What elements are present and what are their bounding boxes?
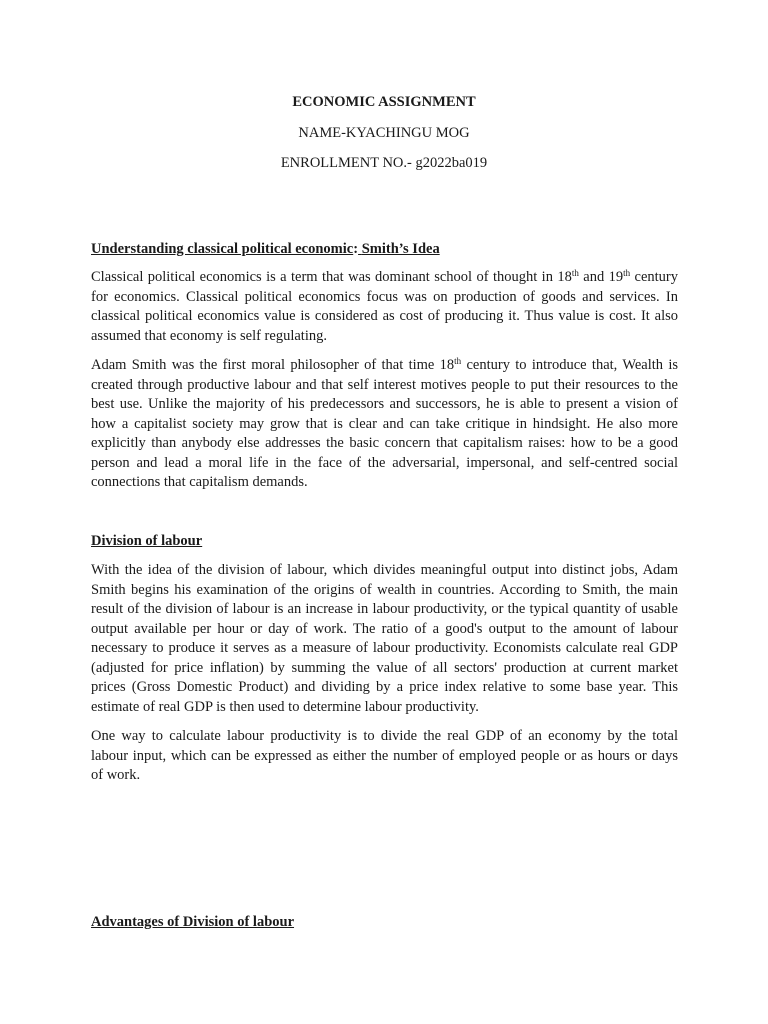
paragraph-labour-productivity <box>91 727 678 786</box>
heading-part-1: Understanding classical political economic <box>91 241 354 257</box>
superscript: th <box>623 268 631 278</box>
superscript: th <box>571 268 579 278</box>
para-line: of work. <box>91 767 141 783</box>
paragraph-adam-smith <box>91 356 678 493</box>
para-line: created through productive labour and that self interest motives people to put their resources to the <box>91 376 678 393</box>
text-run: Classical political economics is a term that was dominant school of thought in 18 <box>91 269 572 285</box>
para-line: best use. Unlike the majority of his predecessors and successors, he is able to present a vision of <box>91 396 678 412</box>
enrollment-number: ENROLLMENT NO.- g2022ba019 <box>280 155 488 171</box>
paragraph-classical-intro <box>91 268 678 346</box>
text-run: Adam Smith was the first moral philosopher of that time 18 <box>91 357 455 373</box>
section-heading-advantages: Advantages of Division of labour <box>91 914 295 930</box>
para-line: One way to calculate labour productivity is to divide the real GDP of an economy by the total <box>91 728 678 744</box>
section-heading-classical <box>91 240 440 258</box>
para-line: for economics. Classical political economics focus was on production of goods and services. In <box>91 288 678 305</box>
text-run: and 19 <box>578 269 624 285</box>
para-line: output available per hour or day of work. The ratio of a good's output to the amount of labour <box>91 620 678 637</box>
text-run: century <box>630 269 679 285</box>
paragraph-division-of-labour <box>91 561 678 717</box>
para-line: person and lead a moral life in the face of the adversarial, impersonal, and self-centred social <box>91 454 678 471</box>
para-line: connections that capitalism demands. <box>91 474 308 490</box>
student-name: NAME-KYACHINGU MOG <box>298 125 470 141</box>
para-line <box>91 356 678 376</box>
para-line: Smith begins his examination of the origins of wealth in countries. According to Smith, the main <box>91 581 678 598</box>
document-title: ECONOMIC ASSIGNMENT <box>292 94 476 110</box>
superscript: th <box>454 356 462 366</box>
para-line <box>91 268 678 288</box>
para-line: classical political economics value is considered as cost of producing it. Thus value is cost. It also <box>91 308 678 324</box>
heading-part-2: Smith’s Idea <box>361 241 440 257</box>
para-line: assumed that economy is self regulating. <box>91 327 327 344</box>
section-heading-division: Division of labour <box>91 533 203 549</box>
para-line: result of the division of labour is an increase in labour productivity, or the typical quantity of usable <box>91 601 678 617</box>
text-run: century to introduce that, Wealth is <box>461 357 679 373</box>
para-line: labour input, which can be expressed as either the number of employed people or as hours or days <box>91 747 678 764</box>
para-line: estimate of real GDP is then used to determine labour productivity. <box>91 698 479 715</box>
para-line: necessary to produce it serves as a measure of labour productivity. Economists calculate real GDP <box>91 640 678 656</box>
para-line: With the idea of the division of labour, which divides meaningful output into distinct jobs, Adam <box>91 562 678 578</box>
para-line: prices (Gross Domestic Product) and dividing by a price index relative to some base year. This <box>91 679 678 695</box>
para-line: how a capitalist society may grow that is clear and can take critique in hindsight. He also more <box>91 415 678 432</box>
para-line: (adjusted for price inflation) by summing the value of all sectors' production at current market <box>91 659 678 676</box>
heading-colon: : <box>353 241 359 257</box>
para-line: explicitly than anybody else addresses the basic concern that capitalism raises: how to be a good <box>91 435 678 451</box>
